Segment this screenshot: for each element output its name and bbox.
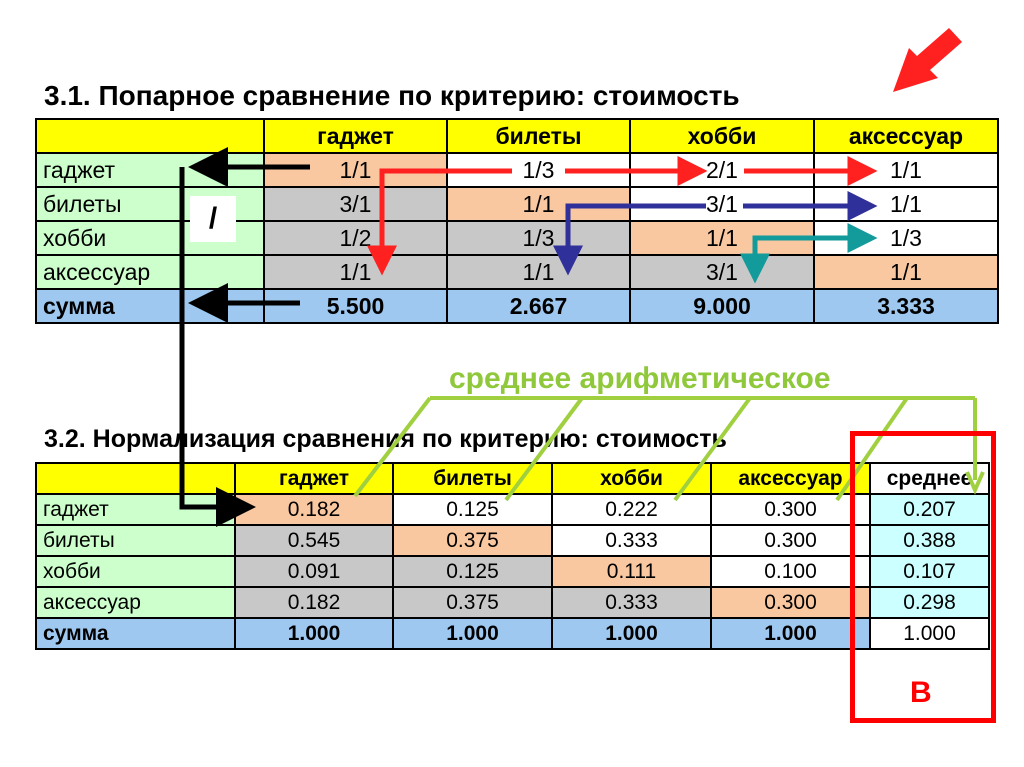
table1-cell: 1/3 xyxy=(447,153,630,187)
table2-row xyxy=(36,494,989,525)
table1-col-header: билеты xyxy=(447,119,630,153)
table2-cell: 0.222 xyxy=(552,494,711,525)
table2-row-label: хобби xyxy=(36,556,235,587)
table2-cell: 0.111 xyxy=(552,556,711,587)
table2-cell: 0.182 xyxy=(235,587,393,618)
table1-cell: 1/1 xyxy=(814,153,998,187)
table2-cell: 0.545 xyxy=(235,525,393,556)
pairwise-comparison-table xyxy=(35,118,999,324)
table1-cell: 1/3 xyxy=(814,221,998,255)
table1-row-label: гаджет xyxy=(36,153,264,187)
table2-cell: 0.125 xyxy=(393,556,552,587)
table2-sum-row xyxy=(36,618,989,649)
table1-col-header: хобби xyxy=(630,119,814,153)
table1-cell: 1/3 xyxy=(447,221,630,255)
table1-row xyxy=(36,153,998,187)
table1-row-label: аксессуар xyxy=(36,255,264,289)
table2-cell: 0.333 xyxy=(552,525,711,556)
table2-row-label: аксессуар xyxy=(36,587,235,618)
table1-sum-cell: 3.333 xyxy=(814,289,998,323)
normalization-table xyxy=(35,462,990,650)
section2-title: 3.2. Нормализация сравнения по критерию: стоимость xyxy=(44,425,727,453)
table1-cell: 1/1 xyxy=(264,153,447,187)
table1-sum-cell: 5.500 xyxy=(264,289,447,323)
table1-cell: 1/1 xyxy=(447,255,630,289)
table2-row xyxy=(36,556,989,587)
table1-cell: 1/1 xyxy=(264,255,447,289)
table2-cell: 0.182 xyxy=(235,494,393,525)
table2-sum-cell: 1.000 xyxy=(552,618,711,649)
table1-sum-label: сумма xyxy=(36,289,264,323)
table1-cell: 3/1 xyxy=(630,255,814,289)
table1-cell: 3/1 xyxy=(630,187,814,221)
table2-sum-label: сумма xyxy=(36,618,235,649)
table2-row-label: гаджет xyxy=(36,494,235,525)
table1-corner-cell xyxy=(36,119,264,153)
table1-cell: 1/2 xyxy=(264,221,447,255)
table1-sum-cell: 2.667 xyxy=(447,289,630,323)
table1-cell: 3/1 xyxy=(264,187,447,221)
divide-sign: / xyxy=(190,196,236,242)
section1-title: 3.1. Попарное сравнение по критерию: стоимость xyxy=(44,80,740,111)
table1-cell: 1/1 xyxy=(814,255,998,289)
table2-sum-cell: 1.000 xyxy=(393,618,552,649)
table2-mean-cell: 0.388 xyxy=(870,525,989,556)
table2-mean-cell: 0.298 xyxy=(870,587,989,618)
table1-row xyxy=(36,221,998,255)
table1-col-header: аксессуар xyxy=(814,119,998,153)
table2-mean-cell: 0.207 xyxy=(870,494,989,525)
table2-cell: 0.125 xyxy=(393,494,552,525)
table2-sum-cell: 1.000 xyxy=(235,618,393,649)
table1-row xyxy=(36,187,998,221)
table2-cell: 0.100 xyxy=(711,556,870,587)
table2-row xyxy=(36,587,989,618)
table2-mean-cell: 0.107 xyxy=(870,556,989,587)
table2-col-header: аксессуар xyxy=(711,463,870,494)
result-label: B xyxy=(910,676,932,709)
table2-col-header: хобби xyxy=(552,463,711,494)
table2-cell: 0.091 xyxy=(235,556,393,587)
table1-cell: 1/1 xyxy=(447,187,630,221)
table2-cell: 0.300 xyxy=(711,587,870,618)
table1-cell: 2/1 xyxy=(630,153,814,187)
table2-cell: 0.375 xyxy=(393,587,552,618)
mean-label: среднее арифметическое xyxy=(449,362,831,395)
red-pointer-arrow xyxy=(893,28,962,92)
table2-sum-cell: 1.000 xyxy=(711,618,870,649)
table1-sum-row xyxy=(36,289,998,323)
table2-corner-cell xyxy=(36,463,235,494)
table2-cell: 0.300 xyxy=(711,525,870,556)
table1-sum-cell: 9.000 xyxy=(630,289,814,323)
table2-cell: 0.300 xyxy=(711,494,870,525)
table1-cell: 1/1 xyxy=(814,187,998,221)
table1-header-row xyxy=(36,119,998,153)
table2-col-header-mean: среднее xyxy=(870,463,989,494)
table2-header-row xyxy=(36,463,989,494)
table2-row xyxy=(36,525,989,556)
table2-row-label: билеты xyxy=(36,525,235,556)
table1-row-label: хобби xyxy=(36,221,264,255)
table2-cell: 0.333 xyxy=(552,587,711,618)
table2-sum-mean-cell: 1.000 xyxy=(870,618,989,649)
table2-col-header: гаджет xyxy=(235,463,393,494)
table1-row-label: билеты xyxy=(36,187,264,221)
table1-row xyxy=(36,255,998,289)
table2-col-header: билеты xyxy=(393,463,552,494)
table2-cell: 0.375 xyxy=(393,525,552,556)
table1-col-header: гаджет xyxy=(264,119,447,153)
table1-cell: 1/1 xyxy=(630,221,814,255)
